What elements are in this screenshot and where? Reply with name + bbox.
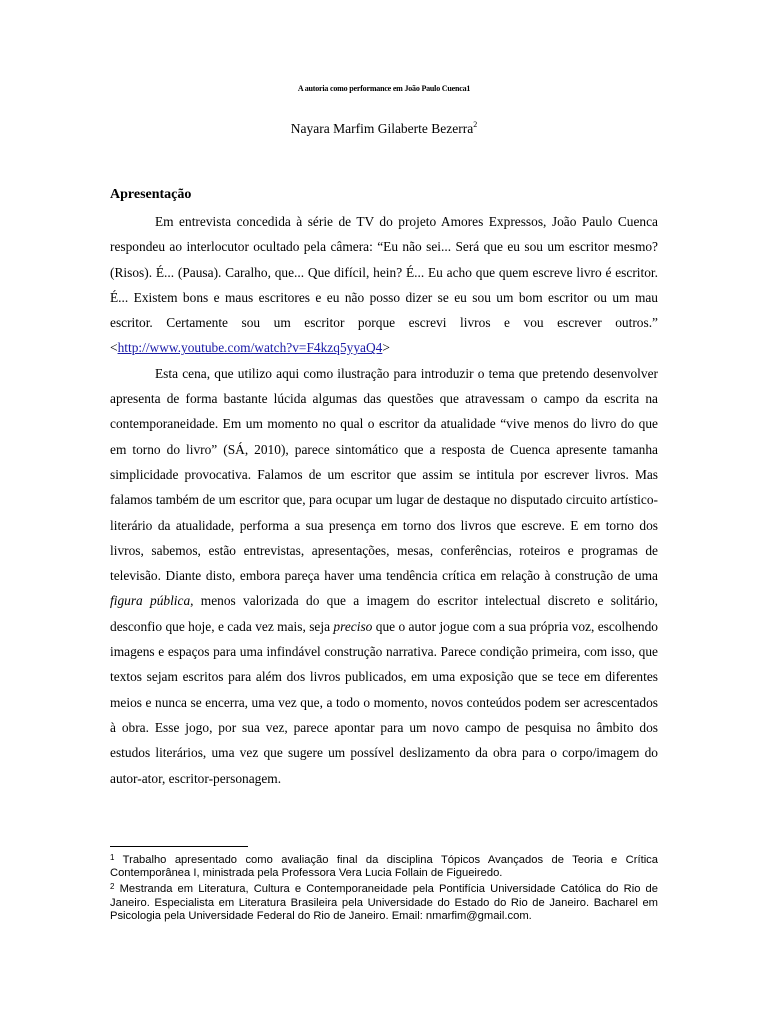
footnotes [110,851,658,923]
body-text [110,209,658,791]
paragraph-2-emphasis-a: figura pública [110,593,191,609]
paragraph-2-text-b: , menos valorizada do que a imagem do escritor intelectual discreto e solitário, desconfio que hoje, e cada vez mais, seja [110,593,658,634]
youtube-link[interactable]: http://www.youtube.com/watch?v=F4kzq5yyaQ4 [117,340,383,356]
author-line [110,120,658,137]
section-heading: Apresentação [110,187,192,202]
paragraph-1-text: Em entrevista concedida à série de TV do projeto Amores Expressos, João Paulo Cuenca respondeu ao interlocutor ocultado pela câmera: “Eu não sei... Será que eu sou um escritor mesmo? (Risos). É... (Pausa). Caralho, que... Que difícil, hein? É... Eu acho que quem escreve livro é escritor. É... Existem bons e maus escritores e eu não posso dizer se eu sou um bom escritor ou um mau escritor. Certamente sou um escritor porque escrevi livros e vou escrever outros.” < [110,214,658,356]
footnote-1-text: Trabalho apresentado como avaliação final da disciplina Tópicos Avançados de Teoria e Crítica Contemporânea I, ministrada pela Professora Vera Lucia Follain de Figueiredo. [110,854,658,880]
footnote-1 [110,851,658,880]
footnote-divider [110,846,248,847]
footnote-2-mark: 2 [110,882,115,892]
paragraph-1 [110,209,658,361]
paper-title: A autoria como performance em João Paulo Cuenca1 [297,84,471,93]
footnote-2 [110,880,658,923]
paragraph-2 [110,361,658,791]
footnote-1-mark: 1 [110,853,115,862]
paragraph-2-emphasis-b: preciso [333,618,373,634]
paragraph-2-text-a: Esta cena, que utilizo aqui como ilustração para introduzir o tema que pretendo desenvolver apresenta de forma bastante lúcida algumas das questões que atravessam o campo da escrita na contemporaneidade. Em um momento no qual o escritor da atualidade “vive menos do livro do que em torno do livro” (SÁ, 2010), parece sintomático que a resposta de Cuenca apresente tamanha simplicidade provocativa. Falamos de um escritor que assim se intitula por escrever livros. Mas falamos também de um escritor que, para ocupar um lugar de destaque no disputado circuito artístico-literário da atualidade, performa a sua presença em torno dos livros que escreve. E em torno dos livros, sabemos, estão entrevistas, apresentações, mesas, conferências, roteiros e programas de televisão. Diante disto, embora pareça haver uma tendência crítica em relação à construção de uma [110,365,658,584]
author-name: Nayara Marfim Gilaberte Bezerra [290,121,474,136]
paragraph-2-text-c: que o autor jogue com a sua própria voz, escolhendo imagens e espaços para uma infindável construção narrativa. Parece condição primeira, com isso, que textos sejam escritos para além dos livros publicados, em uma exposição que se tece em diferentes meios e nunca se encerra, uma vez que, a todo o momento, novos conteúdos podem ser acrescentados à obra. Esse jogo, por sua vez, parece apontar para um novo campo de pesquisa no âmbito dos estudos literários, uma vez que sugere um possível deslizamento da obra para o corpo/imagem do autor-ator, escritor-personagem. [110,618,658,786]
footnote-2-text: Mestranda em Literatura, Cultura e Contemporaneidade pela Pontifícia Universidade Católica do Rio de Janeiro. Especialista em Literatura Brasileira pela Universidade do Estado do Rio de Janeiro. Bacharel em Psicologia pela Universidade Federal do Rio de Janeiro. Email: nmarfim@gmail.com. [110,883,658,922]
paragraph-1-end: > [382,340,390,356]
author-footnote-ref[interactable]: 2 [473,120,478,129]
